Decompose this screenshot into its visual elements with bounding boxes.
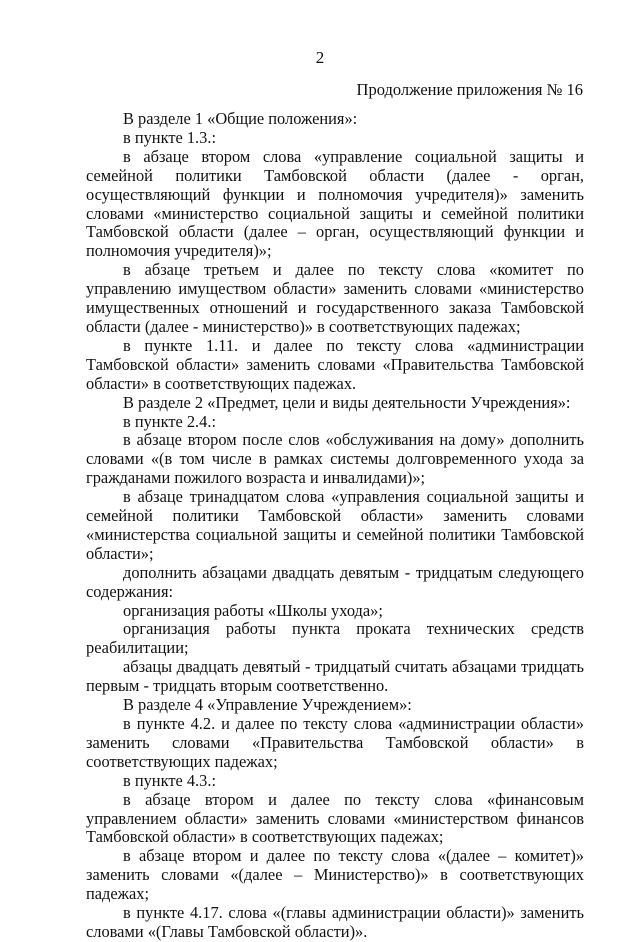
page-number: 2 [315,48,325,67]
paragraph: дополнить абзацами двадцать девятым - тридцатым следующего содержания: [86,562,584,601]
paragraph: в пункте 1.3.: [123,127,216,147]
paragraph: в пункте 2.4.: [123,411,216,431]
paragraph: в пункте 4.3.: [123,770,216,790]
paragraph: абзацы двадцать девятый - тридцатый считать абзацами тридцать первым - тридцать вторым соответственно. [86,657,584,696]
paragraph: в абзаце втором слова «управление социальной защиты и семейной политики Тамбовской области (далее - орган, осуществляющий функции и полномочия учредителя)» заменить словами «министерство социальной защиты и семейной политики Тамбовской области (далее – орган, осуществляющий функции и полномочия учредителя)»; [86,146,584,261]
paragraph: в пункте 4.17. слова «(главы администрации области)» заменить словами «(Главы Тамбовской области)». [86,903,584,941]
paragraph: в пункте 1.11. и далее по тексту слова «администрации Тамбовской области» заменить словами «Правительства Тамбовской области» в соответствующих падежах. [86,335,584,393]
appendix-label: Продолжение приложения № 16 [356,80,583,99]
paragraph: в абзаце втором и далее по тексту слова «(далее – комитет)» заменить словами «(далее – Министерство)» в соответствующих падежах; [86,846,584,904]
paragraph: В разделе 1 «Общие положения»: [123,109,358,128]
paragraph: в абзаце втором после слов «обслуживания на дому» дополнить словами «(в том числе в рамках системы долговременного ухода за гражданами пожилого возраста и инвалидами)»; [86,430,584,488]
paragraph: В разделе 2 «Предмет, цели и виды деятельности Учреждения»: [123,392,571,412]
paragraph: в абзаце втором и далее по тексту слова «финансовым управлением области» заменить словами «министерством финансов Тамбовской области» в соответствующих падежах; [86,789,584,847]
document-body [86,110,584,942]
paragraph: организация работы пункта проката технических средств реабилитации; [86,619,584,658]
paragraph: организация работы «Школы ухода»; [123,600,383,620]
paragraph: в пункте 4.2. и далее по тексту слова «администрации области» заменить словами «Правительства Тамбовской области» в соответствующих падежах; [86,714,584,771]
paragraph: В разделе 4 «Управление Учреждением»: [123,695,412,715]
paragraph: в абзаце тринадцатом слова «управления социальной защиты и семейной политики Тамбовской области» заменить словами «министерства социальной защиты и семейной политики Тамбовской области»; [86,487,584,563]
paragraph: в абзаце третьем и далее по тексту слова «комитет по управлению имуществом области» заменить словами «министерство имущественных отношений и государственного заказа Тамбовской области (далее - министерство)» в соответствующих падежах; [86,260,584,336]
